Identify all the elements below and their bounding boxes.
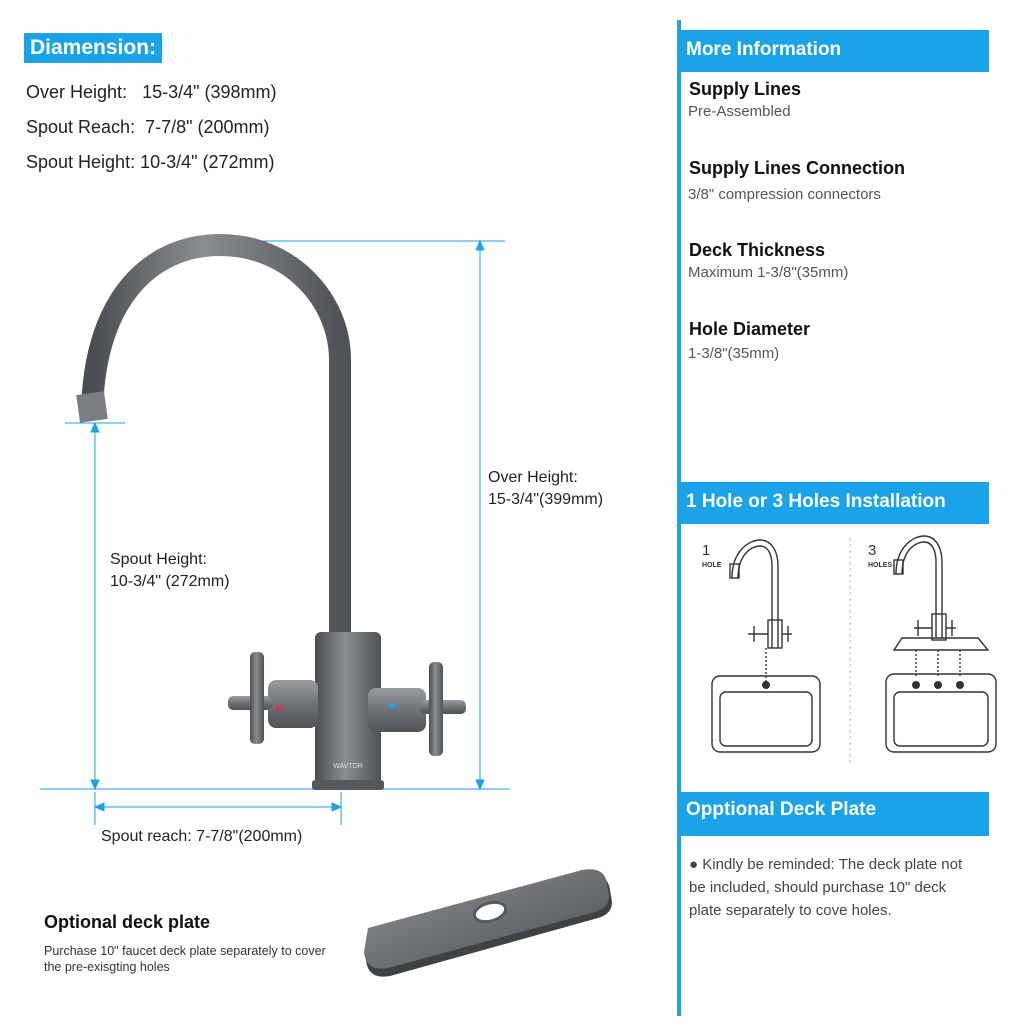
info-connection-title: Supply Lines Connection bbox=[689, 158, 906, 178]
brand-mark: WAVTOR bbox=[333, 763, 363, 770]
more-info-heading: More Information bbox=[679, 30, 989, 72]
info-deck-thickness-value: Maximum 1-3/8"(35mm) bbox=[688, 264, 849, 281]
info-deck-thickness-title: Deck Thickness bbox=[689, 240, 826, 260]
spec-over-height: Over Height: 15-3/4" (398mm) bbox=[26, 82, 277, 102]
three-hole-number: 3 bbox=[868, 542, 877, 559]
deck-plate-image bbox=[360, 868, 620, 988]
spec-spout-height: Spout Height: 10-3/4" (272mm) bbox=[26, 152, 275, 172]
info-hole-diameter-value: 1-3/8"(35mm) bbox=[688, 345, 780, 362]
one-hole-faucet-icon bbox=[712, 540, 820, 752]
three-hole-label: HOLES bbox=[868, 562, 893, 569]
installation-diagram bbox=[690, 530, 1010, 770]
spec-spout-reach: Spout Reach: 7-7/8" (200mm) bbox=[26, 117, 270, 137]
deck-plate-heading: Opptional Deck Plate bbox=[679, 792, 989, 836]
optional-deck-plate-title: Optional deck plate bbox=[44, 912, 211, 932]
svg-text:H: H bbox=[276, 704, 284, 715]
info-connection-value: 3/8" compression connectors bbox=[688, 186, 881, 203]
deck-plate-note: ● Kindly be reminded: The deck plate not be included, should purchase 10" deck plate separately to cove holes. bbox=[689, 856, 963, 919]
faucet-dimension-diagram bbox=[0, 220, 660, 870]
spout-reach-label: Spout reach: 7-7/8"(200mm) bbox=[101, 828, 303, 845]
info-supply-lines-title: Supply Lines bbox=[689, 79, 802, 99]
installation-heading: 1 Hole or 3 Holes Installation bbox=[679, 482, 989, 524]
dimension-heading: Diamension: bbox=[24, 33, 162, 63]
info-supply-lines-value: Pre-Assembled bbox=[688, 103, 791, 120]
one-hole-number: 1 bbox=[702, 542, 711, 559]
three-hole-faucet-icon bbox=[886, 536, 996, 752]
spout-height-label: Spout Height: 10-3/4" (272mm) bbox=[110, 551, 230, 590]
over-height-label: Over Height: 15-3/4"(399mm) bbox=[488, 469, 604, 508]
bullet-icon: ● bbox=[689, 856, 703, 873]
one-hole-label: HOLE bbox=[702, 562, 722, 569]
info-hole-diameter-title: Hole Diameter bbox=[689, 319, 811, 339]
optional-deck-plate-text: Purchase 10" faucet deck plate separately to cover the pre-exisgting holes bbox=[44, 944, 326, 974]
